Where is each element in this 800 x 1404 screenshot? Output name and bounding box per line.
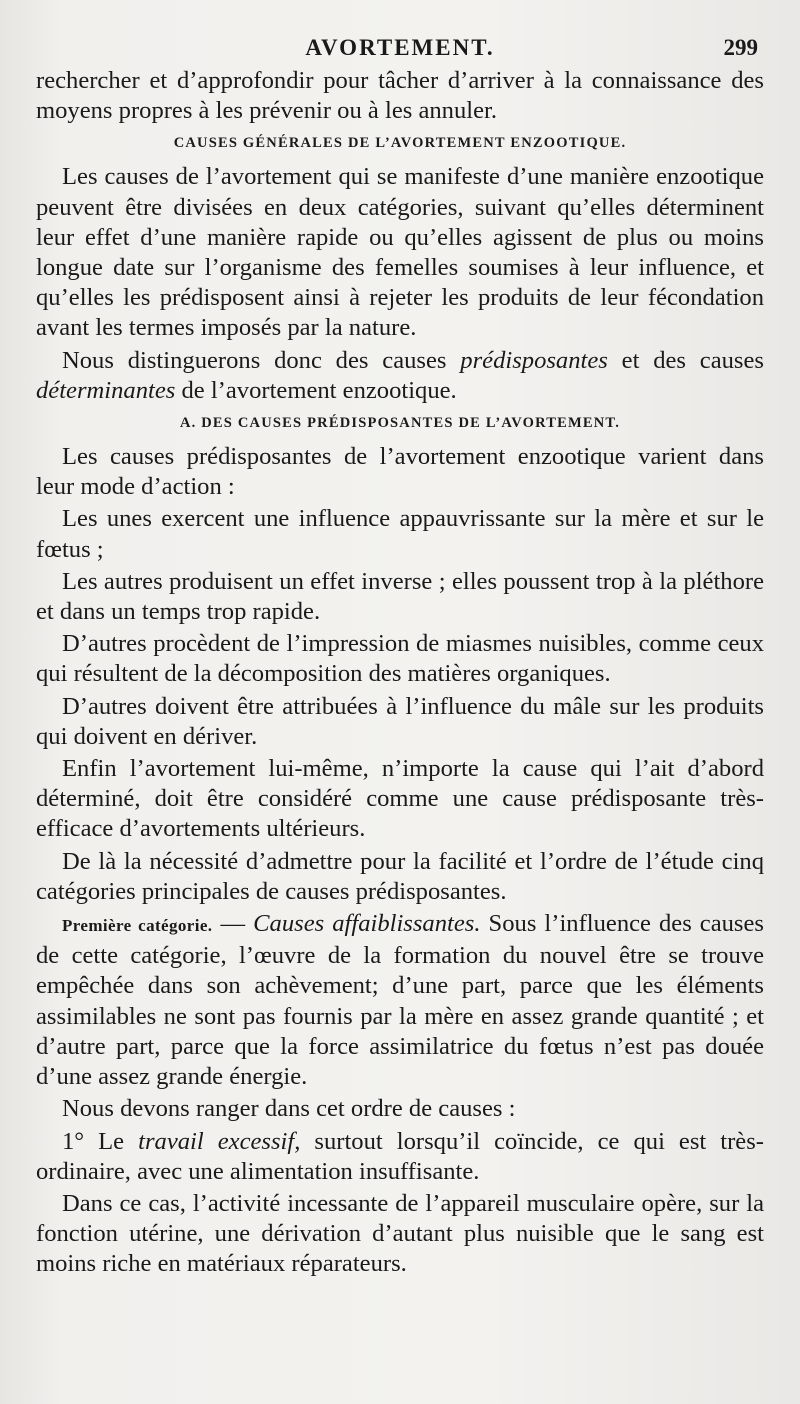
paragraph: Les unes exercent une influence appauvrissante sur la mère et sur le fœtus ; <box>36 505 764 563</box>
paragraph-list-item-1 <box>36 1127 764 1187</box>
body-text <box>36 66 764 1280</box>
paragraph: D’autres doivent être attribuées à l’influence du mâle sur les produits qui doivent en dériver. <box>36 692 764 750</box>
text-run: de l’avortement enzootique. <box>175 376 457 404</box>
paragraph: Les autres produisent un effet inverse ; elles poussent trop à la pléthore et dans un temps trop rapide. <box>36 567 764 626</box>
section-heading-general-causes: CAUSES GÉNÉRALES DE L’AVORTEMENT ENZOOTIQUE. <box>173 135 627 152</box>
emphasis-predisposantes: prédisposantes <box>460 346 608 374</box>
page-number: 299 <box>723 35 758 60</box>
text-run: et des causes <box>607 346 764 374</box>
paragraph: Les causes prédisposantes de l’avortement enzootique varient dans leur mode d’action : <box>36 443 764 501</box>
running-head <box>36 30 764 66</box>
paragraph-first-category <box>36 909 764 1092</box>
paragraph: Enfin l’avortement lui-même, n’importe la cause qui l’ait d’abord déterminé, doit être considéré comme une cause prédisposante très-efficace d’avortements ultérieurs. <box>36 755 764 843</box>
paragraph: De là la nécessité d’admettre pour la facilité et l’ordre de l’étude cinq catégories principales de causes prédisposantes. <box>36 847 764 905</box>
section-heading-predisposing-causes: A. DES CAUSES PRÉDISPOSANTES DE L’AVORTEMENT. <box>179 415 621 432</box>
paragraph-continuation: rechercher et d’approfondir pour tâcher d’arriver à la connaissance des moyens propres à les prévenir ou à les annuler. <box>36 67 764 125</box>
text-run: Sous l’influence des causes de cette catégorie, l’œuvre de la formation du nouvel être se trouve empêchée dans son achèvement; d’une part, parce que les éléments assimilables ne sont pas fournis par la mère en assez grande quantité ; et d’autre part, parce que la force assimilatrice du fœtus n’est pas douée d’une assez grande énergie. <box>36 910 764 1091</box>
paragraph: D’autres procèdent de l’impression de miasmes nuisibles, comme ceux qui résultent de la décomposition des matières organiques. <box>36 630 764 688</box>
emphasis-travail-excessif: travail excessif, <box>138 1127 301 1155</box>
emphasis-determinantes: déterminantes <box>36 376 176 404</box>
paragraph: Nous devons ranger dans cet ordre de causes : <box>62 1095 516 1123</box>
running-title: AVORTEMENT. <box>305 35 495 60</box>
text-run: — <box>212 910 254 938</box>
emphasis-causes-affaiblissantes: Causes affaiblissantes. <box>253 910 481 938</box>
text-run: 1° Le <box>62 1127 139 1155</box>
paragraph: Dans ce cas, l’activité incessante de l’appareil musculaire opère, sur la fonction utérine, une dérivation d’autant plus nuisible que le sang est moins riche en matériaux réparateurs. <box>36 1189 764 1278</box>
category-label: Première catégorie. <box>62 916 213 936</box>
text-run: Nous distinguerons donc des causes <box>62 346 461 374</box>
text-run: surtout lorsqu’il coïncide, ce qui est très-ordinaire, avec une alimentation insuffisante. <box>36 1127 764 1185</box>
paragraph: Les causes de l’avortement qui se manifeste d’une manière enzootique peuvent être divisées en deux catégories, suivant qu’elles déterminent leur effet d’une manière rapide ou qu’elles agissent de plus ou moins longue date sur l’organisme des femelles soumises à leur influence, et qu’elles les prédisposent ainsi à rejeter les produits de leur fécondation avant les termes imposés par la nature. <box>36 163 764 342</box>
paragraph <box>36 346 764 406</box>
